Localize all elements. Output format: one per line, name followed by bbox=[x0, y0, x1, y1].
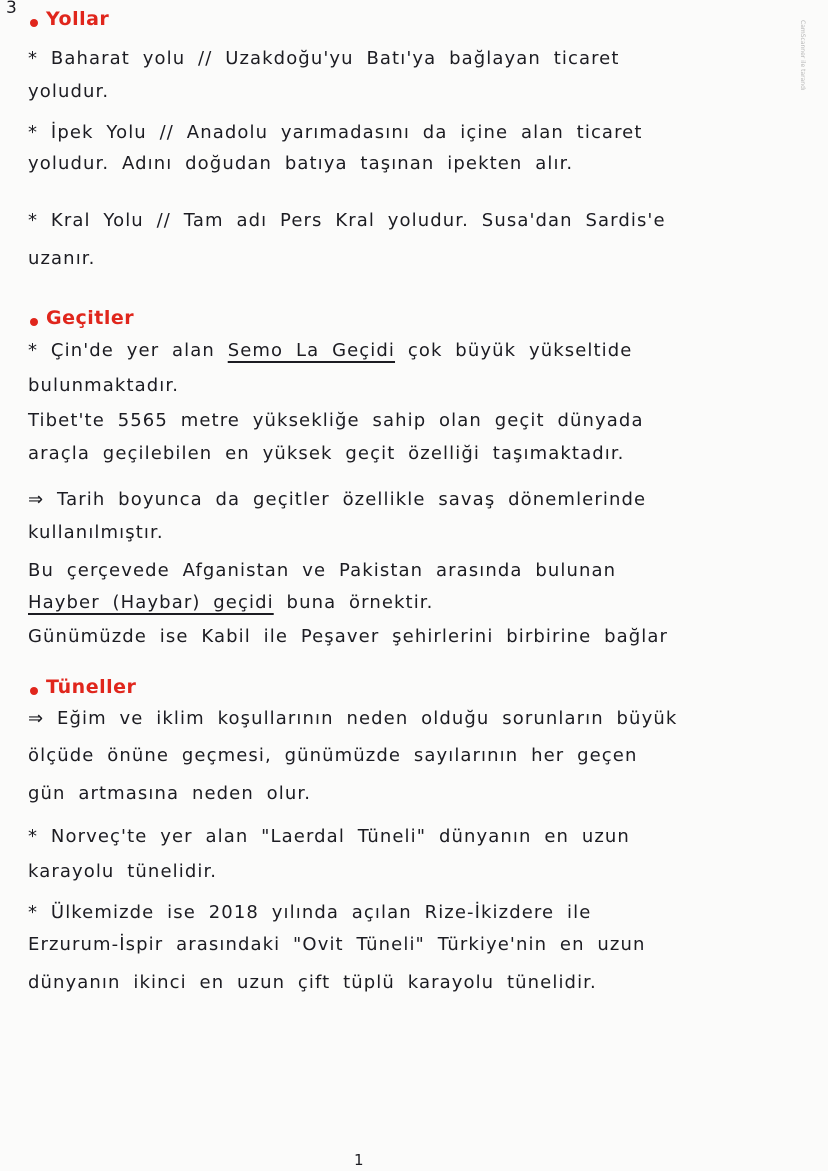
note-line: ölçüde önüne geçmesi, günümüzde sayılarının her geçen bbox=[28, 745, 638, 766]
note-text: buna örnektir. bbox=[286, 592, 434, 613]
note-line bbox=[28, 340, 632, 361]
bullet-dot-icon bbox=[30, 318, 38, 326]
section-heading: Geçitler bbox=[46, 307, 135, 329]
note-line: * Ülkemizde ise 2018 yılında açılan Rize-İkizdere ile bbox=[28, 902, 592, 923]
note-line: * Norveç'te yer alan "Laerdal Tüneli" dünyanın en uzun bbox=[28, 826, 630, 847]
section-heading: Yollar bbox=[46, 8, 110, 30]
note-line: * Kral Yolu // Tam adı Pers Kral yoludur. Susa'dan Sardis'e bbox=[28, 210, 666, 231]
note-line: * İpek Yolu // Anadolu yarımadasını da içine alan ticaret bbox=[28, 122, 643, 143]
note-line: ⇒ Eğim ve iklim koşullarının neden olduğu sorunların büyük bbox=[28, 708, 678, 729]
underlined-term: Semo La Geçidi bbox=[227, 340, 396, 361]
underlined-term: Hayber (Haybar) geçidi bbox=[28, 592, 274, 613]
page-marker: 3 bbox=[6, 0, 17, 18]
note-line bbox=[28, 592, 433, 613]
note-line: Tibet'te 5565 metre yüksekliğe sahip olan geçit dünyada bbox=[28, 410, 644, 431]
note-line: gün artmasına neden olur. bbox=[28, 783, 312, 804]
note-line: yoludur. Adını doğudan batıya taşınan ipekten alır. bbox=[28, 153, 574, 174]
note-text: * Çin'de yer alan bbox=[28, 340, 215, 361]
note-line: Bu çerçevede Afganistan ve Pakistan arasında bulunan bbox=[28, 560, 617, 581]
note-line: Günümüzde ise Kabil ile Peşaver şehirlerini birbirine bağlar bbox=[28, 626, 669, 647]
note-line: * Baharat yolu // Uzakdoğu'yu Batı'ya bağlayan ticaret bbox=[28, 48, 620, 69]
note-line: dünyanın ikinci en uzun çift tüplü karayolu tünelidir. bbox=[28, 972, 597, 993]
note-line: araçla geçilebilen en yüksek geçit özelliği taşımaktadır. bbox=[28, 443, 625, 464]
note-text: çok büyük yükseltide bbox=[407, 340, 633, 361]
note-line: Erzurum-İspir arasındaki "Ovit Tüneli" Türkiye'nin en uzun bbox=[28, 934, 646, 955]
note-line: uzanır. bbox=[28, 248, 96, 269]
page-number: 1 bbox=[354, 1151, 364, 1169]
note-line: bulunmaktadır. bbox=[28, 375, 180, 396]
bullet-dot-icon bbox=[30, 687, 38, 695]
note-line: yoludur. bbox=[28, 81, 110, 102]
section-heading: Tüneller bbox=[46, 676, 137, 698]
bullet-dot-icon bbox=[30, 19, 38, 27]
note-line: ⇒ Tarih boyunca da geçitler özellikle savaş dönemlerinde bbox=[28, 489, 647, 510]
note-line: karayolu tünelidir. bbox=[28, 861, 218, 882]
scanner-watermark: CamScanner ile tarandı bbox=[799, 20, 806, 91]
note-line: kullanılmıştır. bbox=[28, 522, 164, 543]
